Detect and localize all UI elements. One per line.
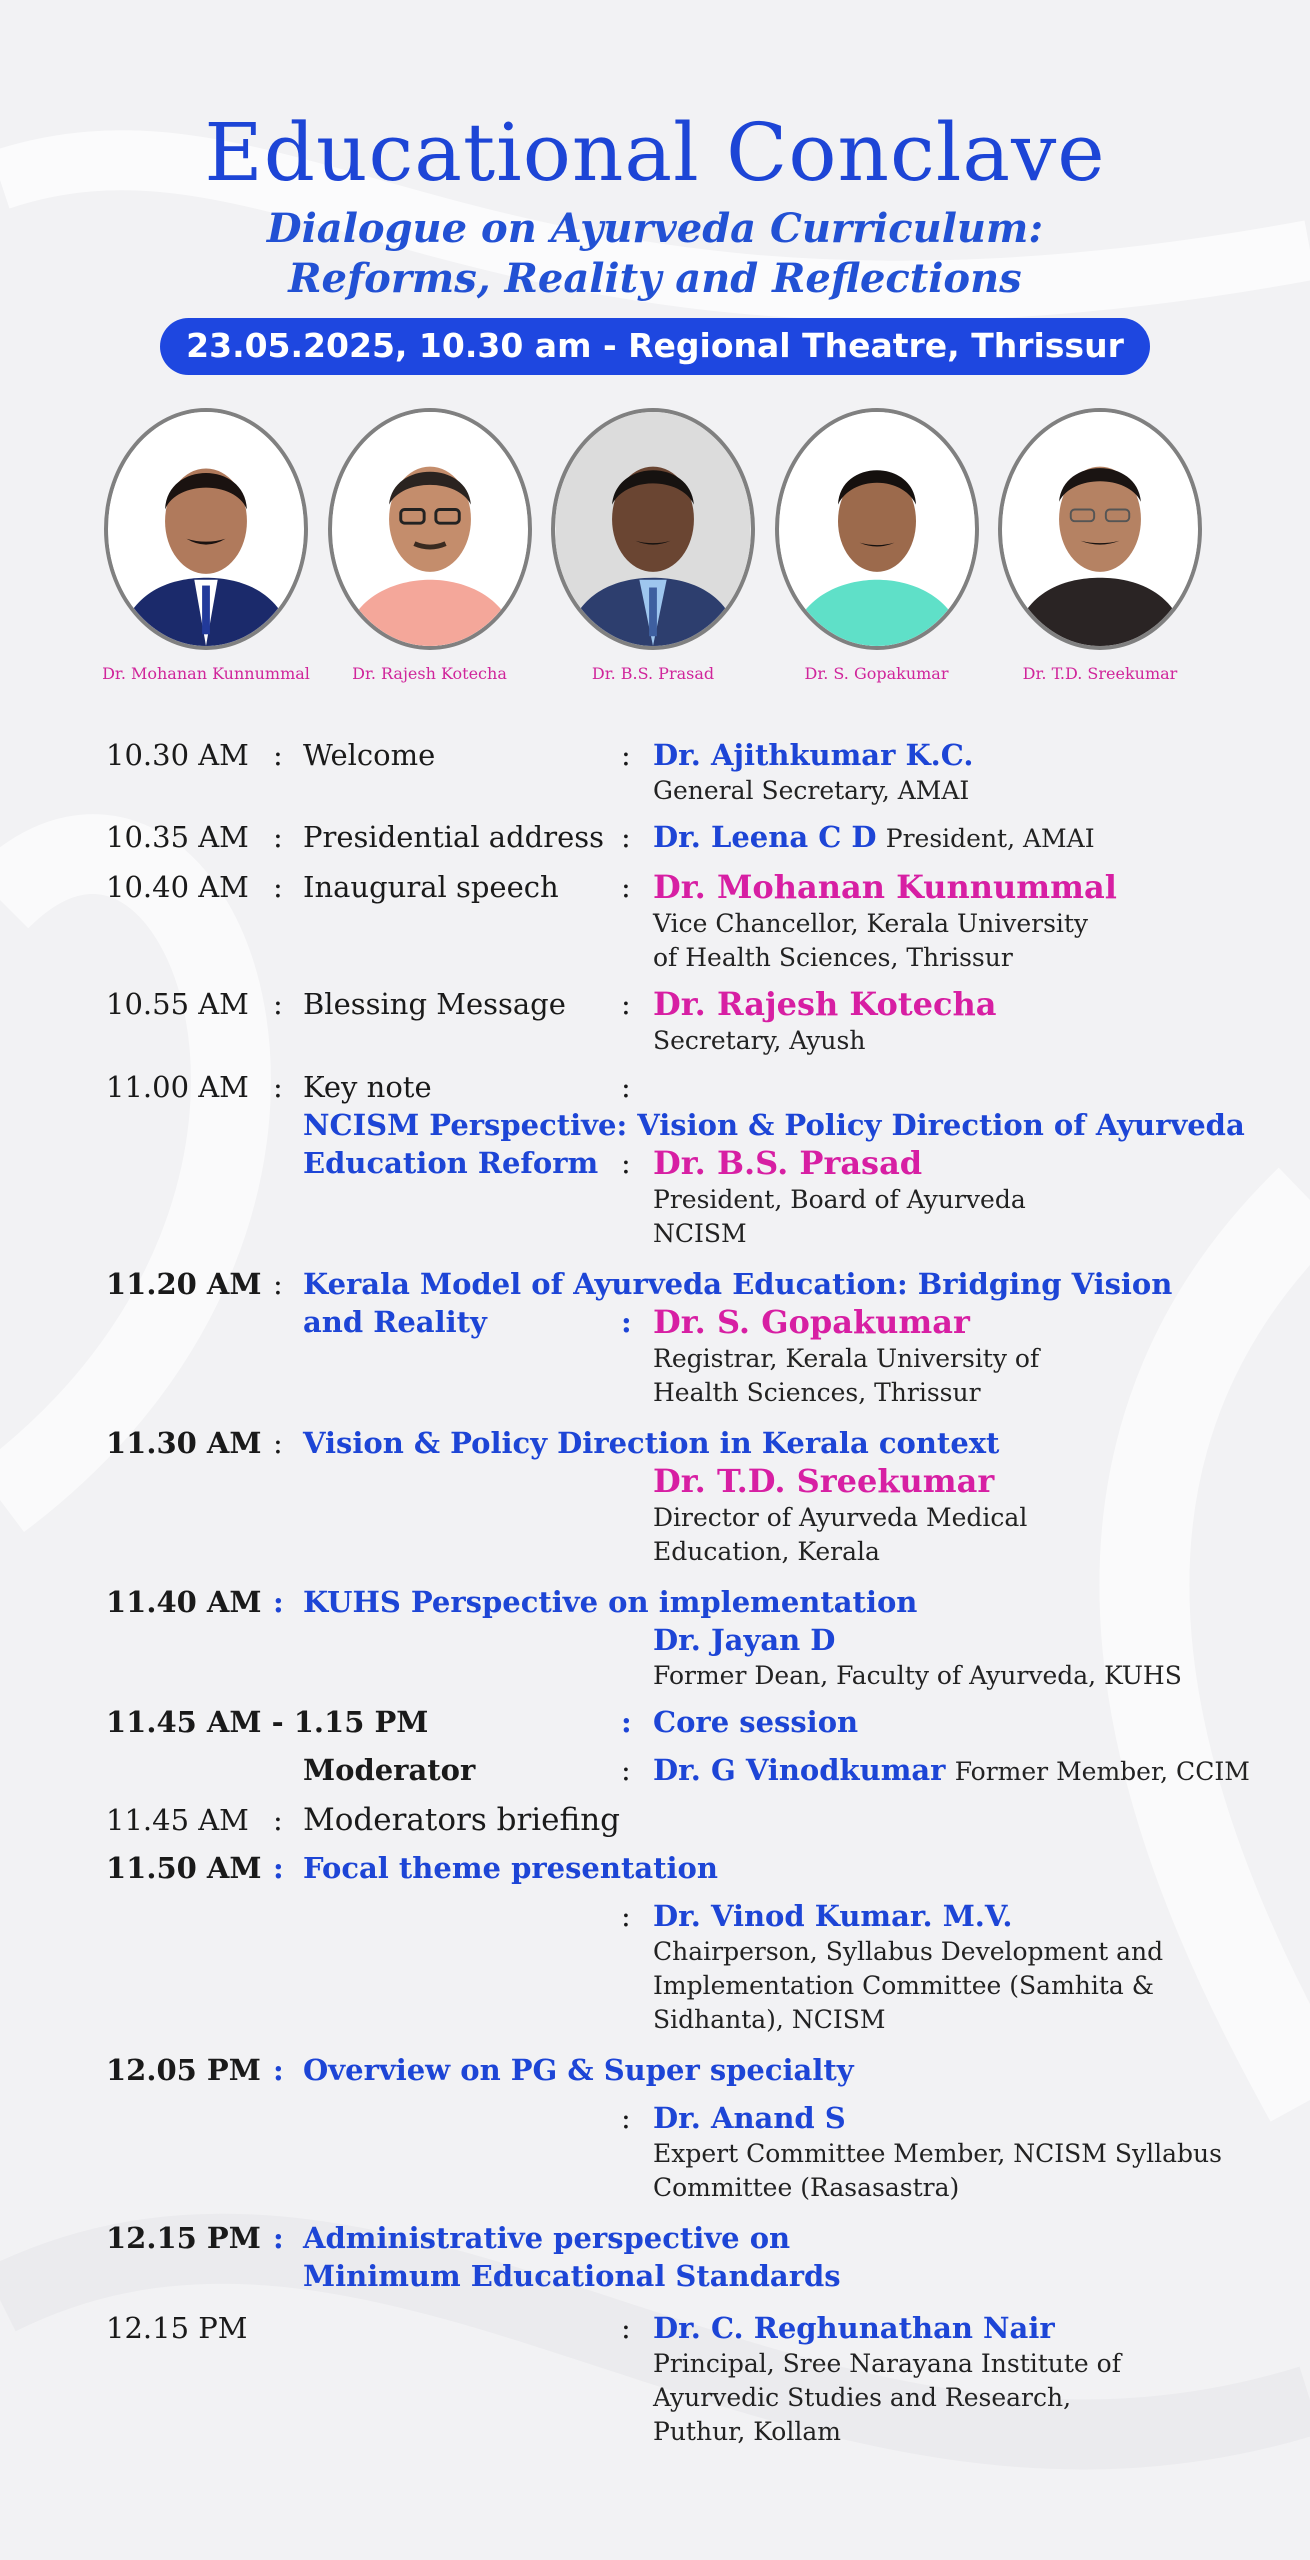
schedule-row: : Dr. Anand S Expert Committee Member, NCISM Syllabus Committee (Rasasastra) xyxy=(0,2099,1310,2205)
schedule-row: 11.40 AM : KUHS Perspective on implementation xyxy=(0,1583,1310,1621)
time: 11.40 AM xyxy=(106,1585,262,1619)
speaker-photo xyxy=(551,408,755,650)
schedule-row: and Reality : Dr. S. Gopakumar Registrar, Kerala University of Health Sciences, Thrissur xyxy=(0,1303,1310,1410)
speaker-name: Dr. C. Reghunathan Nair xyxy=(653,2311,1055,2345)
topic-title: Vision & Policy Direction in Kerala context xyxy=(303,1426,1000,1460)
speaker-role: General Secretary, AMAI xyxy=(653,776,970,805)
speaker-info xyxy=(653,985,1310,1058)
time: 11.00 AM xyxy=(106,1070,249,1104)
time: 10.40 AM xyxy=(106,870,249,904)
speaker-role: Puthur, Kollam xyxy=(653,2417,841,2446)
speaker-name: Dr. Vinod Kumar. M.V. xyxy=(653,1899,1013,1933)
speaker-photo xyxy=(104,408,308,650)
speaker-photo xyxy=(328,408,532,650)
speaker-caption: Dr. S. Gopakumar xyxy=(804,664,949,683)
speaker-info xyxy=(653,1462,1310,1569)
speaker-caption: Dr. Rajesh Kotecha xyxy=(352,664,507,683)
date-venue-badge: 23.05.2025, 10.30 am - Regional Theatre, Thrissur xyxy=(160,318,1150,375)
speaker-name: Dr. Ajithkumar K.C. xyxy=(653,738,974,772)
speaker-name: Dr. T.D. Sreekumar xyxy=(653,1462,995,1500)
speaker-name: Dr. Leena C D xyxy=(653,820,877,854)
time: 12.15 PM xyxy=(106,2311,248,2345)
schedule xyxy=(0,736,1310,2449)
time: 11.50 AM xyxy=(106,1851,262,1885)
speaker-card xyxy=(769,408,985,683)
time: 11.45 AM xyxy=(106,1803,249,1837)
schedule-row xyxy=(0,1462,1310,1569)
session-label: Welcome xyxy=(303,738,436,772)
speaker-role: President, Board of Ayurveda xyxy=(653,1185,1026,1214)
speaker-role: of Health Sciences, Thrissur xyxy=(653,943,1013,972)
session-label: Key note xyxy=(303,1070,432,1104)
speaker-info xyxy=(653,1897,1310,2037)
speaker-role: Ayurvedic Studies and Research, xyxy=(653,2383,1072,2412)
schedule-row: 10.55 AM : Blessing Message : Dr. Rajesh Kotecha Secretary, Ayush xyxy=(0,985,1310,1058)
speaker-card xyxy=(98,408,314,683)
speaker-role: Health Sciences, Thrissur xyxy=(653,1378,981,1407)
topic-title: Focal theme presentation xyxy=(303,1851,718,1885)
schedule-row: Moderator : Dr. G Vinodkumar Former Member, CCIM xyxy=(0,1751,1310,1791)
speaker-role: Registrar, Kerala University of xyxy=(653,1344,1040,1373)
speaker-role: Chairperson, Syllabus Development and xyxy=(653,1937,1164,1966)
schedule-row xyxy=(0,2257,1310,2295)
speaker-role: Principal, Sree Narayana Institute of xyxy=(653,2349,1121,2378)
speaker-role: Committee (Rasasastra) xyxy=(653,2173,960,2202)
session-label: Inaugural speech xyxy=(303,870,559,904)
time: 10.35 AM xyxy=(106,820,249,854)
speaker-role: Former Dean, Faculty of Ayurveda, KUHS xyxy=(653,1661,1182,1690)
speaker-info xyxy=(653,868,1310,975)
speaker-role: NCISM xyxy=(653,1219,747,1248)
schedule-row: Education Reform : Dr. B.S. Prasad President, Board of Ayurveda NCISM xyxy=(0,1144,1310,1251)
topic-title: NCISM Perspective: Vision & Policy Direction of Ayurveda xyxy=(303,1108,1245,1142)
schedule-row: 11.45 AM - 1.15 PM : Core session xyxy=(0,1703,1310,1741)
speaker-info xyxy=(653,2309,1310,2449)
subtitle-line-2: Reforms, Reality and Reflections xyxy=(288,255,1022,302)
schedule-row xyxy=(0,1106,1310,1144)
speaker-role: Secretary, Ayush xyxy=(653,1026,866,1055)
topic-title: Administrative perspective on xyxy=(303,2221,791,2255)
speaker-info xyxy=(653,736,1310,808)
speaker-name: Dr. Mohanan Kunnummal xyxy=(653,868,1117,906)
speaker-role: Sidhanta), NCISM xyxy=(653,2005,886,2034)
speaker-card xyxy=(322,408,538,683)
speaker-role: Former Member, CCIM xyxy=(954,1757,1250,1786)
page-title: Educational Conclave xyxy=(204,106,1106,199)
schedule-row: 11.20 AM : Kerala Model of Ayurveda Education: Bridging Vision xyxy=(0,1265,1310,1303)
speaker-name: Dr. Rajesh Kotecha xyxy=(653,985,997,1023)
session-label: Moderator xyxy=(303,1753,476,1787)
topic-title: Overview on PG & Super specialty xyxy=(303,2053,854,2087)
session-label: Presidential address xyxy=(303,820,605,854)
schedule-row xyxy=(0,1621,1310,1693)
time: 11.20 AM xyxy=(106,1267,262,1301)
speaker-role: President, AMAI xyxy=(885,824,1095,853)
time: 10.55 AM xyxy=(106,987,249,1021)
topic-title: and Reality xyxy=(303,1305,487,1339)
speaker-info xyxy=(653,818,1310,858)
speaker-role: Director of Ayurveda Medical xyxy=(653,1503,1028,1532)
time: 12.05 PM xyxy=(106,2053,261,2087)
schedule-row: 12.15 PM : Administrative perspective on xyxy=(0,2219,1310,2257)
schedule-row: 10.35 AM : Presidential address : Dr. Leena C D President, AMAI xyxy=(0,818,1310,858)
speaker-info xyxy=(653,1751,1310,1791)
speaker-info xyxy=(653,1144,1310,1251)
speaker-card xyxy=(545,408,761,683)
speaker-info xyxy=(653,2099,1310,2205)
schedule-row: 11.50 AM : Focal theme presentation xyxy=(0,1849,1310,1887)
speaker-photo xyxy=(775,408,979,650)
time: 12.15 PM xyxy=(106,2221,261,2255)
schedule-row: 10.40 AM : Inaugural speech : Dr. Mohanan Kunnummal Vice Chancellor, Kerala University of Health Sciences, Thrissur xyxy=(0,868,1310,975)
topic-title: Core session xyxy=(653,1705,859,1739)
speaker-card xyxy=(992,408,1208,683)
schedule-row: 11.00 AM : Key note : xyxy=(106,1070,631,1104)
speaker-name: Dr. B.S. Prasad xyxy=(653,1144,923,1182)
schedule-row: 12.15 PM : Dr. C. Reghunathan Nair Principal, Sree Narayana Institute of Ayurvedic Studies and Research, Puthur, Kollam xyxy=(0,2309,1310,2449)
speaker-role: Education, Kerala xyxy=(653,1537,880,1566)
speaker-name: Dr. Jayan D xyxy=(653,1623,836,1657)
topic-title: KUHS Perspective on implementation xyxy=(303,1585,918,1619)
speaker-photo xyxy=(998,408,1202,650)
session-label: Blessing Message xyxy=(303,987,566,1021)
time: 11.45 AM - 1.15 PM xyxy=(106,1705,429,1739)
speaker-role: Implementation Committee (Samhita & xyxy=(653,1971,1155,2000)
topic-title: Education Reform xyxy=(303,1146,599,1180)
speaker-role: Vice Chancellor, Kerala University xyxy=(653,909,1089,938)
subtitle-line-1: Dialogue on Ayurveda Curriculum: xyxy=(266,205,1044,252)
speaker-role: Expert Committee Member, NCISM Syllabus xyxy=(653,2139,1222,2168)
topic-title: Minimum Educational Standards xyxy=(303,2259,841,2293)
speaker-name: Dr. G Vinodkumar xyxy=(653,1753,946,1787)
topic-title: Kerala Model of Ayurveda Education: Bridging Vision xyxy=(303,1267,1173,1301)
speaker-caption: Dr. T.D. Sreekumar xyxy=(1022,664,1178,683)
header xyxy=(0,0,1310,375)
speaker-info xyxy=(653,1303,1310,1410)
speaker-info xyxy=(653,1621,1310,1693)
schedule-row: : Dr. Vinod Kumar. M.V. Chairperson, Syllabus Development and Implementation Committee (Samhita & Sidhanta), NCISM xyxy=(0,1897,1310,2037)
schedule-row: 10.30 AM : Welcome : Dr. Ajithkumar K.C. General Secretary, AMAI xyxy=(0,736,1310,808)
time: 11.30 AM xyxy=(106,1426,262,1460)
schedule-row: 11.45 AM : Moderators briefing xyxy=(0,1801,1310,1839)
session-label: Moderators briefing xyxy=(303,1802,621,1838)
schedule-row: 11.30 AM : Vision & Policy Direction in Kerala context xyxy=(0,1424,1310,1462)
speaker-name: Dr. S. Gopakumar xyxy=(653,1303,970,1341)
speaker-caption: Dr. B.S. Prasad xyxy=(591,664,715,683)
speaker-caption: Dr. Mohanan Kunnummal xyxy=(102,664,310,683)
speaker-name: Dr. Anand S xyxy=(653,2101,846,2135)
time: 10.30 AM xyxy=(106,738,249,772)
schedule-row: 12.05 PM : Overview on PG & Super specialty xyxy=(0,2051,1310,2089)
speaker-gallery xyxy=(98,408,1208,683)
